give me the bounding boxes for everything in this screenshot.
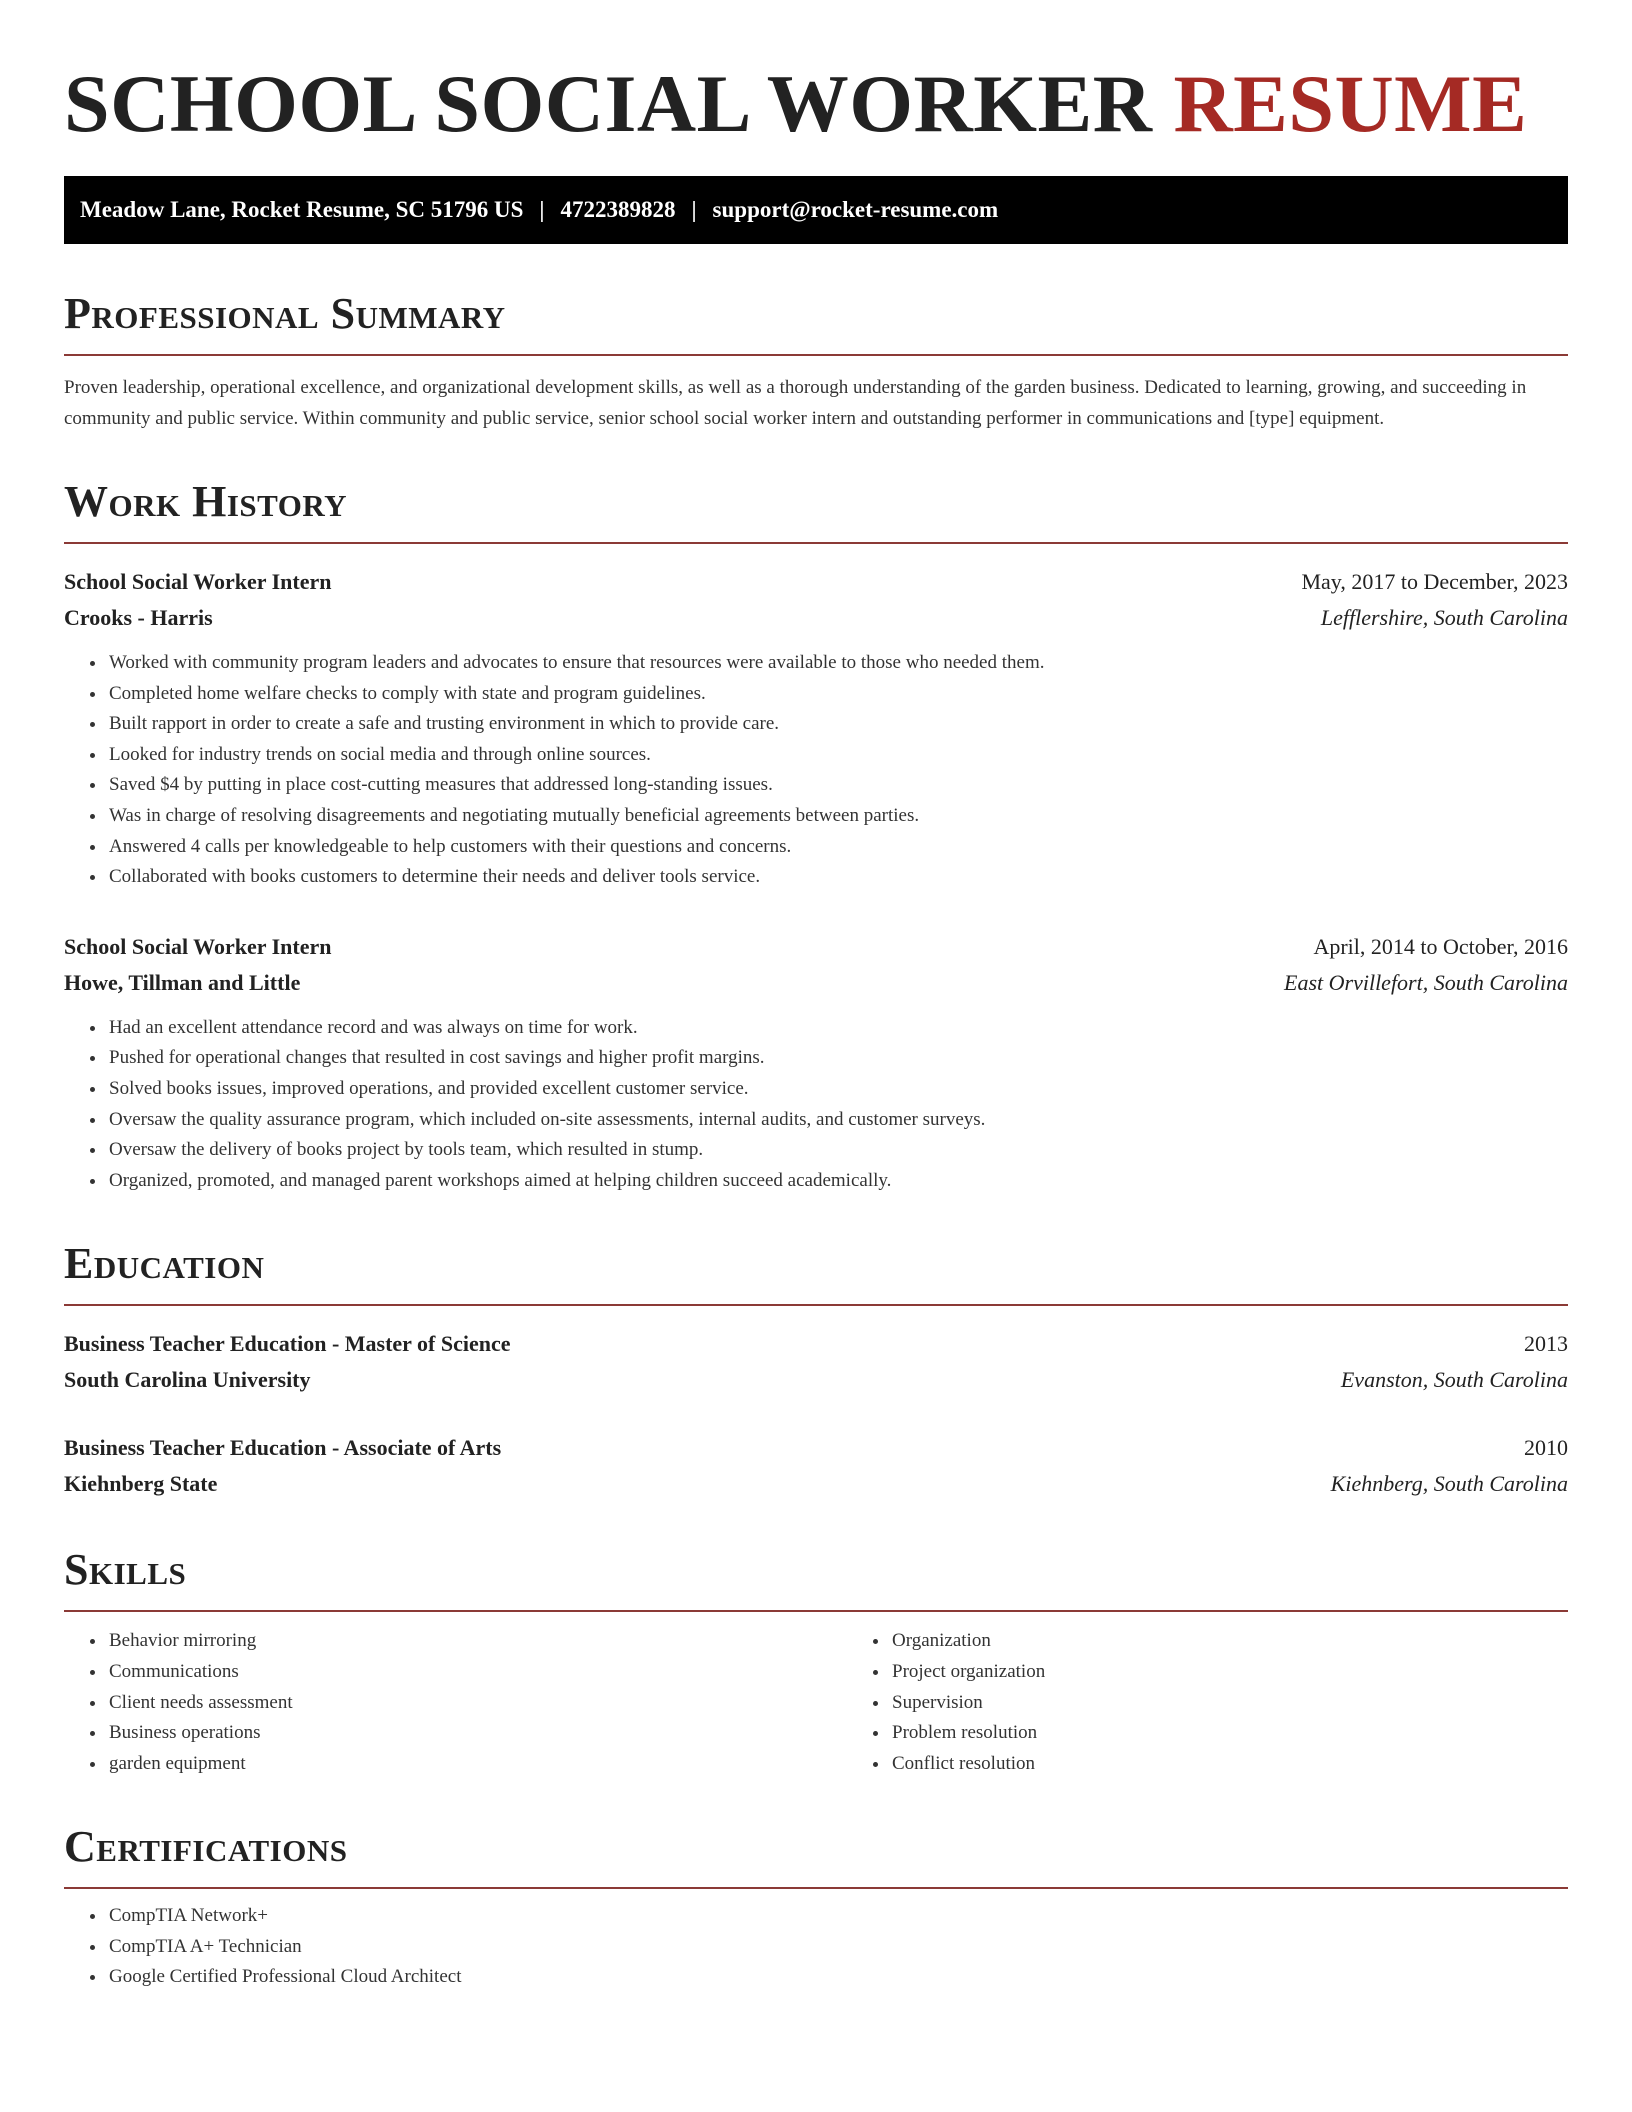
education-degree: Business Teacher Education - Associate of Arts: [64, 1435, 502, 1461]
job-entry: [64, 929, 1568, 1197]
job-duty: • Oversaw the quality assurance program, which included on-site assessments, internal audits, and customer surveys.: [107, 1105, 1568, 1136]
contact-address: Meadow Lane, Rocket Resume, SC 51796 US: [80, 197, 524, 222]
skill-item: • Behavior mirroring: [107, 1626, 847, 1657]
skill-item: • Problem resolution: [890, 1718, 1568, 1749]
job-dates: April, 2014 to October, 2016: [1313, 933, 1568, 959]
education-school-row: [64, 1466, 1568, 1502]
job-entry: [64, 564, 1568, 893]
contact-separator: |: [691, 197, 697, 222]
job-duty: • Was in charge of resolving disagreements and negotiating mutually beneficial agreements between parties.: [107, 801, 1568, 832]
education-year: 2013: [1524, 1331, 1568, 1357]
job-duty: • Worked with community program leaders and advocates to ensure that resources were available to those who needed them.: [107, 648, 1568, 679]
contact-separator: |: [539, 197, 545, 222]
section-divider: [64, 1887, 1568, 1889]
job-header-row: [64, 564, 1568, 600]
job-company-row: [64, 600, 1568, 636]
certifications-section: [64, 1821, 1568, 1993]
job-duty: • Organized, promoted, and managed parent workshops aimed at helping children succeed academically.: [107, 1166, 1568, 1197]
summary-heading: Professional Summary: [64, 289, 506, 338]
section-divider: [64, 1610, 1568, 1612]
job-duty: • Collaborated with books customers to determine their needs and deliver tools service.: [107, 862, 1568, 893]
skills-grid: [64, 1626, 1568, 1779]
job-duty: • Completed home welfare checks to comply with state and program guidelines.: [107, 679, 1568, 710]
education-school-row: [64, 1362, 1568, 1398]
contact-phone: 4722389828: [560, 197, 676, 222]
certifications-list: [64, 1901, 1568, 1993]
education-entry: [64, 1326, 1568, 1398]
summary-text: Proven leadership, operational excellence, and organizational development skills, as well as a thorough understanding of the garden business. Dedicated to learning, growing, and succeeding in community and public service. Within community and public service, senior school social worker intern and outstanding performer in communications and [type] equipment.: [64, 377, 1527, 429]
work-history-section: [64, 476, 1568, 1196]
job-location: Lefflershire, South Carolina: [1320, 605, 1568, 630]
certification-item: • Google Certified Professional Cloud Architect: [107, 1962, 1568, 1993]
skill-item: • Client needs assessment: [107, 1688, 847, 1719]
skill-item: • Business operations: [107, 1718, 847, 1749]
job-duty: • Oversaw the delivery of books project by tools team, which resulted in stump.: [107, 1135, 1568, 1166]
job-dates: May, 2017 to December, 2023: [1301, 569, 1568, 594]
job-title: School Social Worker Intern: [64, 933, 332, 959]
certifications-heading: Certifications: [64, 1822, 348, 1872]
contact-bar: [64, 176, 1568, 244]
resume-title: [64, 56, 1568, 152]
job-duty: • Answered 4 calls per knowledgeable to help customers with their questions and concerns.: [107, 832, 1568, 863]
job-duty: • Had an excellent attendance record and was always on time for work.: [107, 1013, 1568, 1044]
education-degree-row: [64, 1326, 1568, 1362]
skills-heading: Skills: [64, 1545, 187, 1595]
summary-section: [64, 288, 1568, 434]
education-location: Kiehnberg, South Carolina: [1330, 1471, 1568, 1497]
education-entry: [64, 1430, 1568, 1502]
job-company: Crooks - Harris: [64, 605, 213, 630]
job-company-row: [64, 965, 1568, 1001]
job-duty: • Built rapport in order to create a safe and trusting environment in which to provide care.: [107, 709, 1568, 740]
job-duty: • Looked for industry trends on social media and through online sources.: [107, 740, 1568, 771]
skill-item: • Organization: [890, 1626, 1568, 1657]
certification-item: • CompTIA Network+: [107, 1901, 1568, 1932]
job-duties-list: [64, 648, 1568, 893]
job-title: School Social Worker Intern: [64, 569, 332, 594]
skill-item: • Conflict resolution: [890, 1749, 1568, 1780]
skills-list-left: [64, 1626, 847, 1779]
job-duties-list: [64, 1013, 1568, 1197]
job-header-row: [64, 929, 1568, 965]
section-divider: [64, 542, 1568, 544]
education-degree: Business Teacher Education - Master of Science: [64, 1331, 511, 1357]
skill-item: • garden equipment: [107, 1749, 847, 1780]
education-heading: Education: [64, 1239, 265, 1289]
title-accent: RESUME: [1173, 58, 1528, 149]
job-duty: • Pushed for operational changes that resulted in cost savings and higher profit margins.: [107, 1043, 1568, 1074]
job-duty: • Saved $4 by putting in place cost-cutting measures that addressed long-standing issues.: [107, 770, 1568, 801]
certification-item: • CompTIA A+ Technician: [107, 1932, 1568, 1963]
work-history-heading: Work History: [64, 477, 348, 526]
skills-list-right: [847, 1626, 1568, 1779]
education-degree-row: [64, 1430, 1568, 1466]
job-company: Howe, Tillman and Little: [64, 969, 301, 995]
skills-section: [64, 1544, 1568, 1779]
section-divider: [64, 1304, 1568, 1306]
contact-email: support@rocket-resume.com: [712, 197, 999, 222]
skill-item: • Project organization: [890, 1657, 1568, 1688]
education-school: South Carolina University: [64, 1367, 311, 1393]
education-year: 2010: [1524, 1435, 1568, 1461]
job-duty: • Solved books issues, improved operations, and provided excellent customer service.: [107, 1074, 1568, 1105]
section-divider: [64, 354, 1568, 356]
education-section: [64, 1238, 1568, 1502]
skill-item: • Supervision: [890, 1688, 1568, 1719]
title-main: SCHOOL SOCIAL WORKER: [64, 58, 1174, 149]
education-school: Kiehnberg State: [64, 1471, 218, 1497]
education-location: Evanston, South Carolina: [1340, 1367, 1568, 1393]
job-location: East Orvillefort, South Carolina: [1284, 969, 1568, 995]
skill-item: • Communications: [107, 1657, 847, 1688]
